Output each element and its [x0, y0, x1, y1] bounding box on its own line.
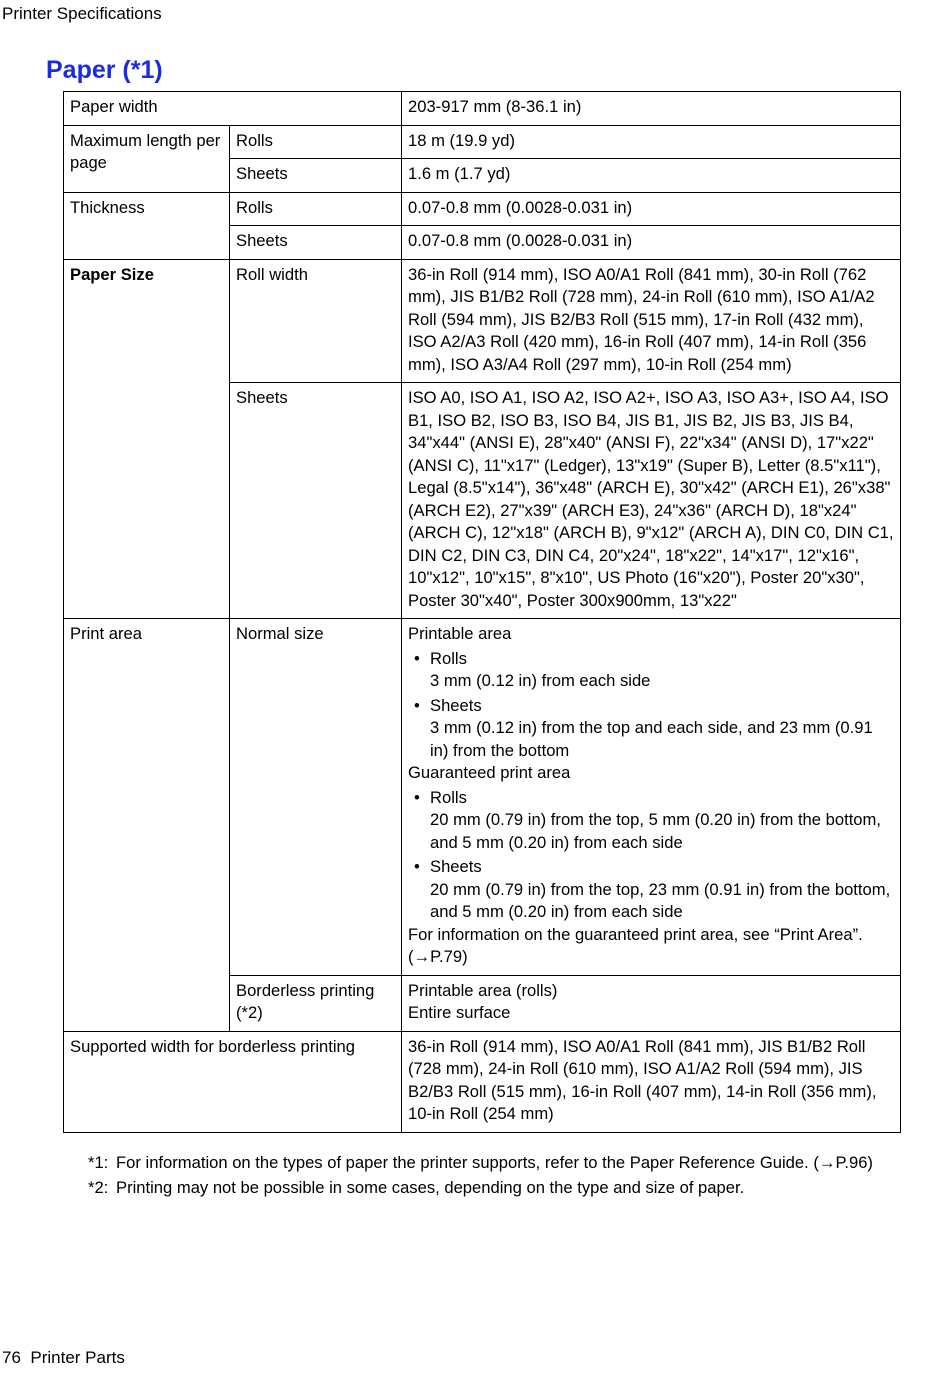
footnote-2-text: Printing may not be possible in some cases, depending on the type and size of paper. [116, 1178, 745, 1197]
thickness-rolls-label: Rolls [230, 192, 402, 226]
roll-width-value: 36-in Roll (914 mm), ISO A0/A1 Roll (841 mm), 30-in Roll (762 mm), JIS B1/B2 Roll (728 mm), 24-in Roll (610 mm), ISO A1/A2 Roll (594 mm), JIS B2/B3 Roll (515 mm), 17-in Roll (432 mm), ISO A2/A3 Roll (420 mm), 16-in Roll (407 mm), 14-in Roll (356 mm), ISO A3/A4 Roll (297 mm), 10-in Roll (254 mm) [402, 259, 901, 383]
thickness-label: Thickness [64, 192, 230, 259]
thickness-sheets-label: Sheets [230, 226, 402, 260]
supported-width-value: 36-in Roll (914 mm), ISO A0/A1 Roll (841 mm), JIS B1/B2 Roll (728 mm), 24-in Roll (610 mm), ISO A1/A2 Roll (594 mm), JIS B2/B3 Roll (515 mm), 16-in Roll (407 mm), 14-in Roll (356 mm), 10-in Roll (254 mm) [402, 1031, 901, 1132]
list-item [408, 695, 894, 763]
printable-sheets-label: • Sheets [430, 695, 482, 715]
list-item [408, 787, 894, 855]
guaranteed-sheets-label: • Sheets [430, 857, 482, 876]
max-length-sheets-value: 1.6 m (1.7 yd) [402, 159, 901, 193]
page-footer [2, 1348, 125, 1368]
footnote-1-key: *1: [88, 1153, 109, 1172]
max-length-label: Maximum length per page [64, 125, 230, 192]
footnote-2 [88, 1178, 744, 1198]
paper-size-label: Paper Size [64, 259, 230, 619]
row-thickness-rolls [64, 192, 901, 226]
roll-width-label: Roll width [230, 259, 402, 383]
paper-width-label: Paper width [64, 92, 402, 126]
row-supported-width [64, 1031, 901, 1132]
normal-size-value [402, 619, 901, 976]
max-length-rolls-value: 18 m (19.9 yd) [402, 125, 901, 159]
thickness-sheets-value: 0.07-0.8 mm (0.0028-0.031 in) [402, 226, 901, 260]
guaranteed-sheets-value: 20 mm (0.79 in) from the top, 23 mm (0.91 in) from the bottom, and 5 mm (0.20 in) from each side [430, 879, 891, 921]
printable-rolls-value: 3 mm (0.12 in) from each side [430, 671, 651, 690]
paper-width-value: 203-917 mm (8-36.1 in) [402, 92, 901, 126]
guaranteed-rolls-value: 20 mm (0.79 in) from the top, 5 mm (0.20 in) from the bottom, and 5 mm (0.20 in) from each side [430, 810, 881, 852]
printable-rolls-label: • Rolls [430, 648, 467, 668]
paper-spec-table [63, 91, 901, 1133]
row-print-area-normal [64, 619, 901, 976]
printable-area-list [408, 648, 894, 763]
footnote-1-text: For information on the types of paper the printer supports, refer to the Paper Reference Guide. (→P.96) [116, 1153, 873, 1172]
guaranteed-rolls-label: • Rolls [430, 787, 467, 807]
list-item [408, 648, 894, 693]
section-title: Paper (*1) [46, 56, 163, 84]
row-paper-width [64, 92, 901, 126]
page-number: 76 [2, 1348, 21, 1367]
printable-area-heading: Printable area [408, 624, 512, 643]
borderless-value [402, 975, 901, 1031]
guaranteed-area-list [408, 787, 894, 924]
row-max-length-rolls [64, 125, 901, 159]
list-item [408, 856, 894, 924]
printable-sheets-value: 3 mm (0.12 in) from the top and each side, and 23 mm (0.91 in) from the bottom [430, 718, 873, 760]
max-length-rolls-label: Rolls [230, 125, 402, 159]
row-paper-size-roll [64, 259, 901, 383]
normal-size-label: Normal size [230, 619, 402, 976]
guaranteed-area-heading: Guaranteed print area [408, 763, 571, 782]
paper-size-sheets-label: Sheets [230, 383, 402, 619]
footer-section-name: Printer Parts [30, 1348, 125, 1367]
footnote-1 [88, 1153, 873, 1173]
print-area-info-note: For information on the guaranteed print area, see “Print Area”. (→P.79) [408, 924, 863, 966]
borderless-line-2: Entire surface [408, 1003, 511, 1022]
max-length-sheets-label: Sheets [230, 159, 402, 193]
running-head: Printer Specifications [2, 4, 162, 23]
print-area-label: Print area [64, 619, 230, 1032]
borderless-label: Borderless printing (*2) [230, 975, 402, 1031]
borderless-line-1: Printable area (rolls) [408, 980, 558, 1000]
thickness-rolls-value: 0.07-0.8 mm (0.0028-0.031 in) [402, 192, 901, 226]
paper-size-sheets-value: ISO A0, ISO A1, ISO A2, ISO A2+, ISO A3, ISO A3+, ISO A4, ISO B1, ISO B2, ISO B3, ISO B4, JIS B1, JIS B2, JIS B3, JIS B4, 34"x44" (ANSI E), 28"x40" (ANSI F), 22"x34" (ANSI D), 17"x22" (ANSI C), 11"x17" (Ledger), 13"x19" (Super B), Letter (8.5"x11"), Legal (8.5"x14"), 36"x48" (ARCH E), 30"x42" (ARCH E1), 26"x38" (ARCH E2), 27"x39" (ARCH E3), 24"x36" (ARCH D), 18"x24" (ARCH C), 12"x18" (ARCH B), 9"x12" (ARCH A), DIN C0, DIN C1, DIN C2, DIN C3, DIN C4, 20"x24", 18"x22", 14"x17", 12"x16", 10"x12", 10"x15", 8"x10", US Photo (16"x20"), Poster 20"x30", Poster 30"x40", Poster 300x900mm, 13"x22" [402, 383, 901, 619]
supported-width-label: Supported width for borderless printing [64, 1031, 402, 1132]
footnote-2-key: *2: [88, 1178, 109, 1197]
